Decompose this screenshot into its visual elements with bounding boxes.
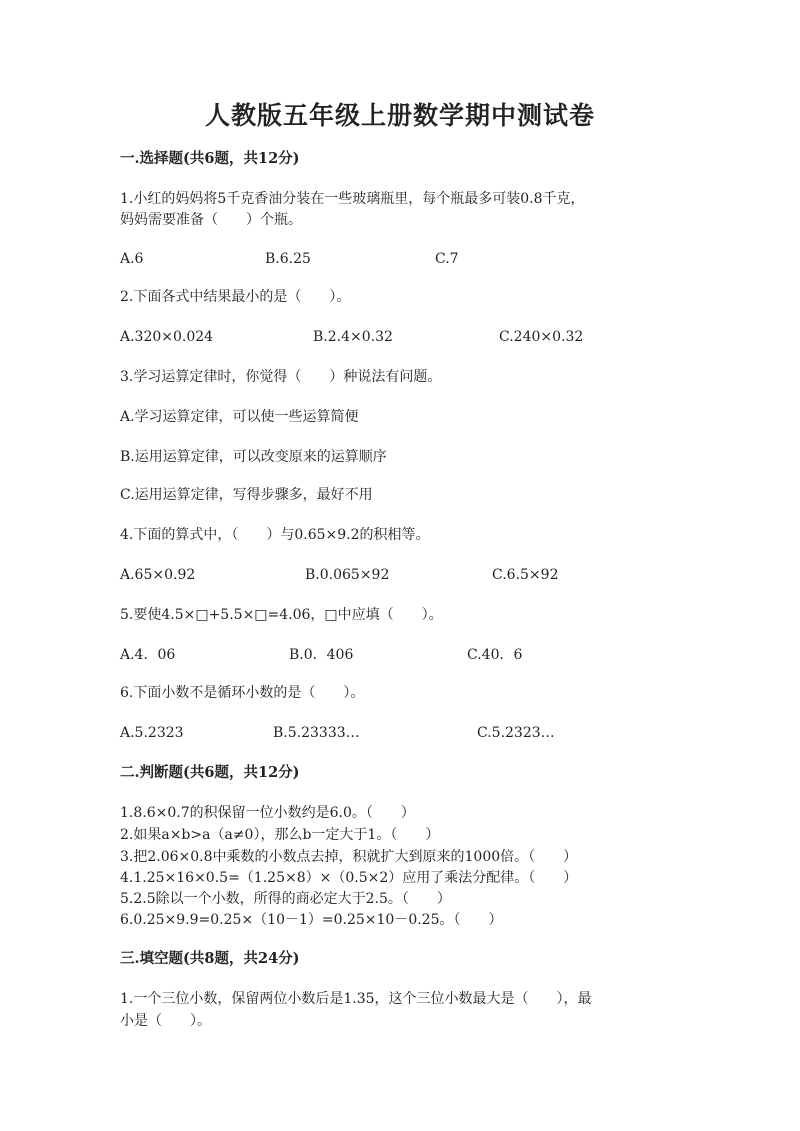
- question-2-option-b: B.2.4×0.32: [313, 329, 393, 345]
- question-5-option-a: A.4．06: [120, 647, 176, 663]
- question-6-option-a: A.5.2323: [120, 725, 184, 741]
- judgment-item-2: 2.如果a×b>a（a≠0），那么b一定大于1。（ ）: [120, 827, 440, 843]
- section-heading-choice: 一.选择题(共6题，共12分): [120, 150, 300, 167]
- question-4-option-a: A.65×0.92: [120, 567, 196, 583]
- question-4-option-b: B.0.065×92: [305, 567, 390, 583]
- question-4-option-c: C.6.5×92: [492, 567, 559, 583]
- question-3-text: 3.学习运算定律时，你觉得（ ）种说法有问题。: [120, 369, 442, 385]
- question-1-option-c: C.7: [435, 251, 459, 267]
- question-1-text-line1: 1.小红的妈妈将5千克香油分装在一些玻璃瓶里，每个瓶最多可装0.8千克，: [120, 191, 585, 207]
- question-6-option-b: B.5.23333…: [273, 725, 360, 741]
- question-3-option-b: B.运用运算定律，可以改变原来的运算顺序: [120, 449, 387, 465]
- judgment-item-3: 3.把2.06×0.8中乘数的小数点去掉，积就扩大到原来的1000倍。（ ）: [120, 849, 578, 865]
- question-5-text: 5.要使4.5×□+5.5×□=4.06，□中应填（ ）。: [120, 607, 443, 623]
- section-heading-fill-in: 三.填空题(共8题，共24分): [120, 950, 300, 967]
- question-1-option-a: A.6: [120, 251, 144, 267]
- question-2-option-a: A.320×0.024: [120, 329, 214, 345]
- question-2-option-c: C.240×0.32: [499, 329, 584, 345]
- fill-question-1-line2: 小是（ ）。: [120, 1013, 211, 1029]
- question-3-option-a: A.学习运算定律，可以使一些运算简便: [120, 409, 359, 425]
- question-1-option-b: B.6.25: [265, 251, 311, 267]
- section-heading-judgment: 二.判断题(共6题，共12分): [120, 764, 300, 781]
- question-2-text: 2.下面各式中结果最小的是（ ）。: [120, 289, 351, 305]
- page-title: 人教版五年级上册数学期中测试卷: [204, 101, 595, 130]
- question-6-option-c: C.5.2323…: [477, 725, 555, 741]
- question-6-text: 6.下面小数不是循环小数的是（ ）。: [120, 685, 365, 701]
- question-4-text: 4.下面的算式中，（ ）与0.65×9.2的积相等。: [120, 527, 430, 543]
- fill-question-1-line1: 1.一个三位小数，保留两位小数后是1.35，这个三位小数最大是（ ），最: [120, 991, 592, 1007]
- question-5-option-c: C.40．6: [467, 647, 523, 663]
- judgment-item-1: 1.8.6×0.7的积保留一位小数约是6.0。（ ）: [120, 805, 415, 821]
- judgment-item-4: 4.1.25×16×0.5=（1.25×8）×（0.5×2）应用了乘法分配律。（ ）: [120, 870, 578, 886]
- question-3-option-c: C.运用运算定律，写得步骤多，最好不用: [120, 487, 373, 503]
- judgment-item-5: 5.2.5除以一个小数，所得的商必定大于2.5。（ ）: [120, 891, 451, 907]
- judgment-item-6: 6.0.25×9.9=0.25×（10－1）=0.25×10－0.25。（ ）: [120, 912, 503, 928]
- question-1-text-line2: 妈妈需要准备（ ）个瓶。: [120, 212, 302, 228]
- question-5-option-b: B.0．406: [289, 647, 354, 663]
